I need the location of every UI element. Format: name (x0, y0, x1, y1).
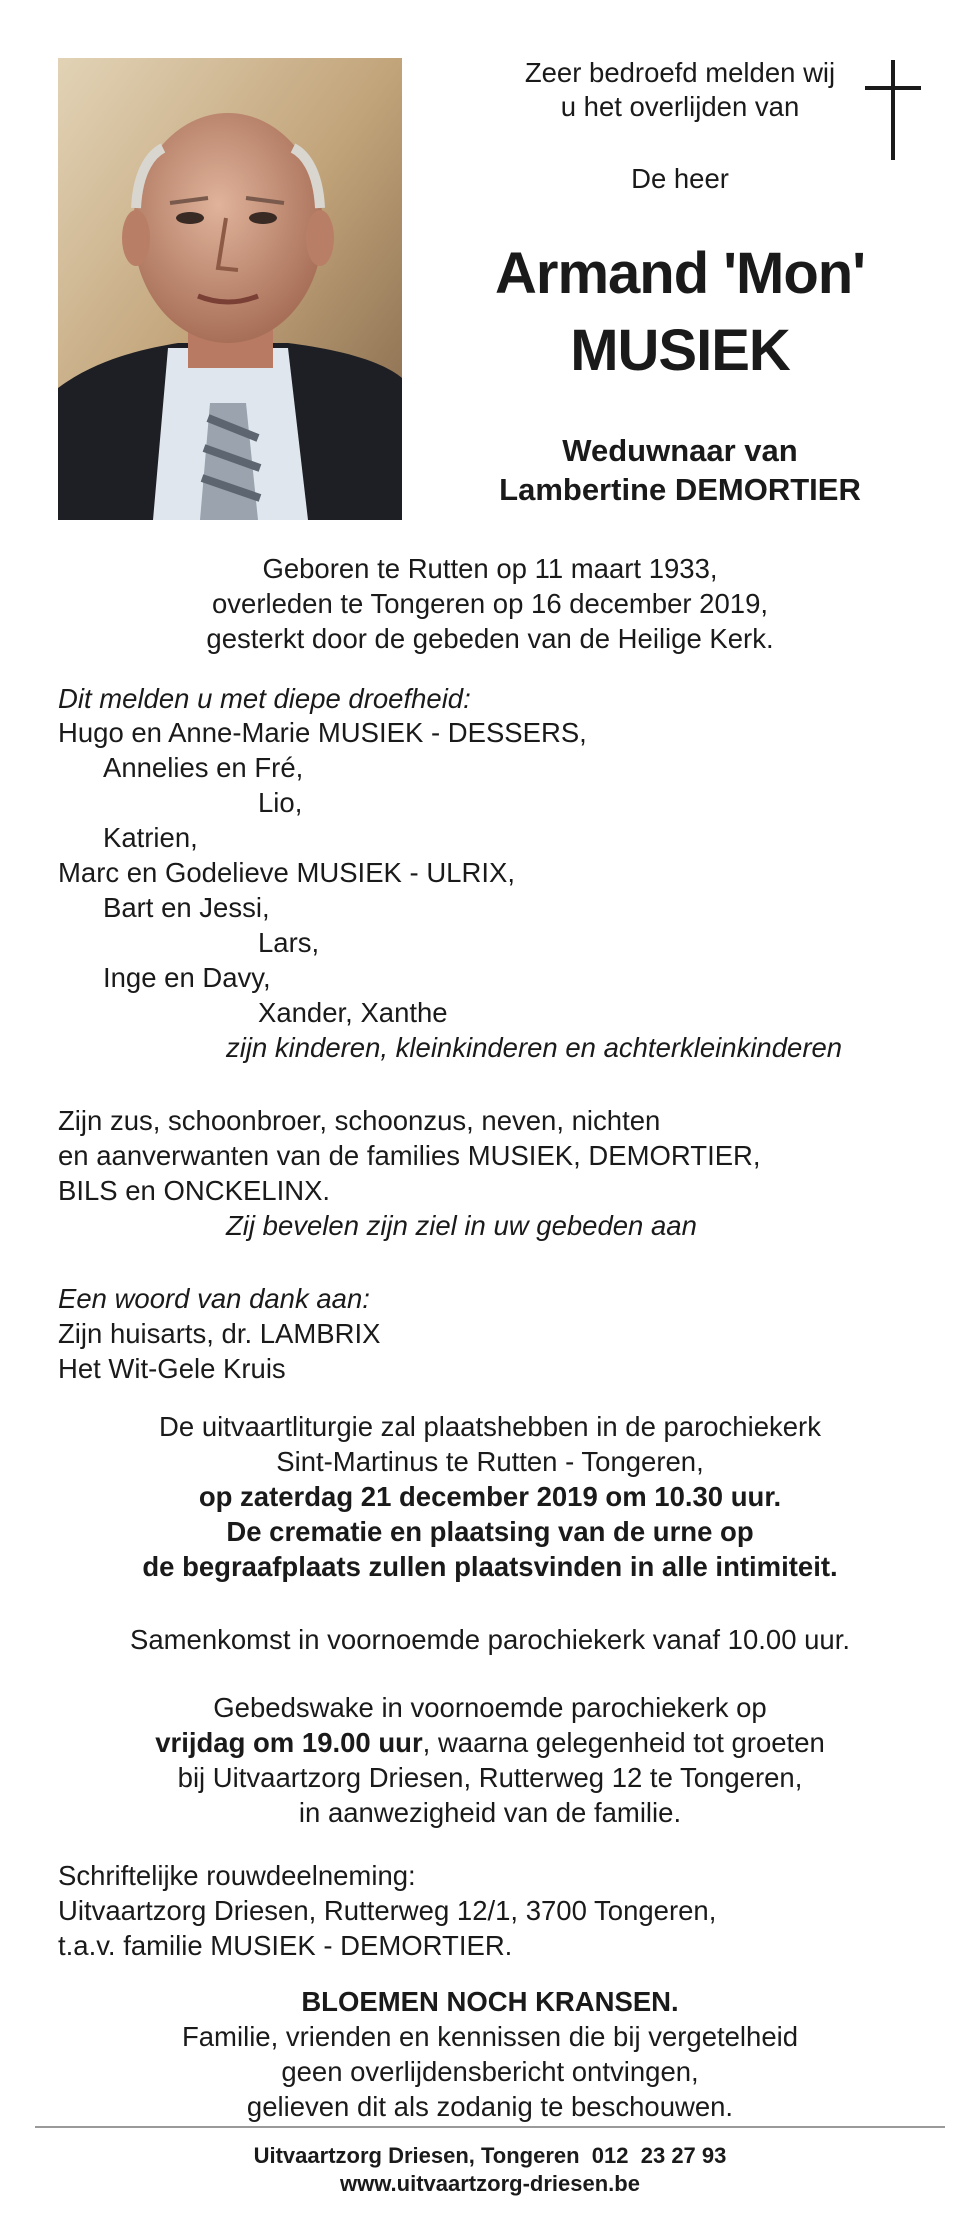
relatives-line: BILS en ONCKELINX. (58, 1175, 331, 1206)
intro-line-1: Zeer bedroefd melden wij (524, 57, 836, 88)
flowers-line: Familie, vrienden en kennissen die bij vergetelheid (181, 2021, 799, 2052)
condolence-line: t.a.v. familie MUSIEK - DEMORTIER. (58, 1930, 513, 1961)
wake-line-1: Gebedswake in voornoemde parochiekerk op (213, 1692, 767, 1723)
spouse-line-2: Lambertine DEMORTIER (499, 472, 861, 507)
wake-line-3: bij Uitvaartzorg Driesen, Rutterweg 12 te Tongeren, (177, 1762, 803, 1793)
relatives-line: en aanverwanten van de families MUSIEK, DEMORTIER, (58, 1140, 761, 1171)
footer-website: www.uitvaartzorg-driesen.be (340, 2171, 640, 2196)
family-line: Katrien, (103, 822, 198, 853)
footer-contact: Uitvaartzorg Driesen, Tongeren 012 23 27 93 (253, 2143, 727, 2168)
funeral-line-2: Sint-Martinus te Rutten - Tongeren, (276, 1446, 704, 1477)
family-line: Xander, Xanthe (258, 997, 448, 1028)
family-line: Lars, (258, 927, 320, 958)
honorific: De heer (631, 163, 729, 194)
funeral-line-1: De uitvaartliturgie zal plaatshebben in de parochiekerk (159, 1411, 821, 1442)
family-line: Lio, (258, 787, 303, 818)
family-line: Hugo en Anne-Marie MUSIEK - DESSERS, (58, 717, 587, 748)
funeral-line-5: de begraafplaats zullen plaatsvinden in alle intimiteit. (142, 1551, 838, 1582)
footer-divider (35, 2126, 945, 2128)
relatives-outro: Zij bevelen zijn ziel in uw gebeden aan (226, 1210, 697, 1241)
wake-line-4: in aanwezigheid van de familie. (298, 1797, 682, 1828)
deceased-surname: MUSIEK (570, 318, 790, 383)
relatives-line: Zijn zus, schoonbroer, schoonzus, neven, nichten (58, 1105, 661, 1136)
family-line: Annelies en Fré, (103, 752, 304, 783)
wake-time: vrijdag om 19.00 uur (155, 1727, 423, 1758)
family-line: Marc en Godelieve MUSIEK - ULRIX, (58, 857, 515, 888)
flowers-line: geen overlijdensbericht ontvingen, (281, 2056, 699, 2087)
condolence-line: Schriftelijke rouwdeelneming: (58, 1860, 416, 1891)
thanks-line: Het Wit-Gele Kruis (58, 1353, 286, 1384)
portrait-photo (58, 58, 402, 520)
birth-line-1: Geboren te Rutten op 11 maart 1933, (262, 553, 718, 584)
flowers-title: BLOEMEN NOCH KRANSEN. (301, 1986, 679, 2017)
spouse-line-1: Weduwnaar van (562, 433, 798, 468)
birth-line-3: gesterkt door de gebeden van de Heilige Kerk. (206, 623, 774, 654)
funeral-line-4: De crematie en plaatsing van de urne op (226, 1516, 754, 1547)
family-line: Bart en Jessi, (103, 892, 270, 923)
family-intro: Dit melden u met diepe droefheid: (58, 683, 471, 714)
thanks-line: Zijn huisarts, dr. LAMBRIX (58, 1318, 381, 1349)
wake-line-2-rest: , waarna gelegenheid tot groeten (422, 1727, 825, 1758)
deceased-name: Armand 'Mon' (494, 241, 865, 306)
flowers-line: gelieven dit als zodanig te beschouwen. (246, 2091, 734, 2122)
thanks-intro: Een woord van dank aan: (58, 1283, 370, 1314)
birth-line-2: overleden te Tongeren op 16 december 2019, (211, 588, 768, 619)
intro-line-2: u het overlijden van (560, 91, 800, 122)
family-outro: zijn kinderen, kleinkinderen en achterkleinkinderen (226, 1032, 843, 1063)
condolence-line: Uitvaartzorg Driesen, Rutterweg 12/1, 3700 Tongeren, (58, 1895, 717, 1926)
portrait-illustration (58, 58, 402, 520)
family-line: Inge en Davy, (103, 962, 271, 993)
wake-line-2 (0, 1726, 980, 1760)
funeral-line-3: op zaterdag 21 december 2019 om 10.30 uur. (198, 1481, 782, 1512)
gathering-line: Samenkomst in voornoemde parochiekerk vanaf 10.00 uur. (130, 1624, 850, 1655)
